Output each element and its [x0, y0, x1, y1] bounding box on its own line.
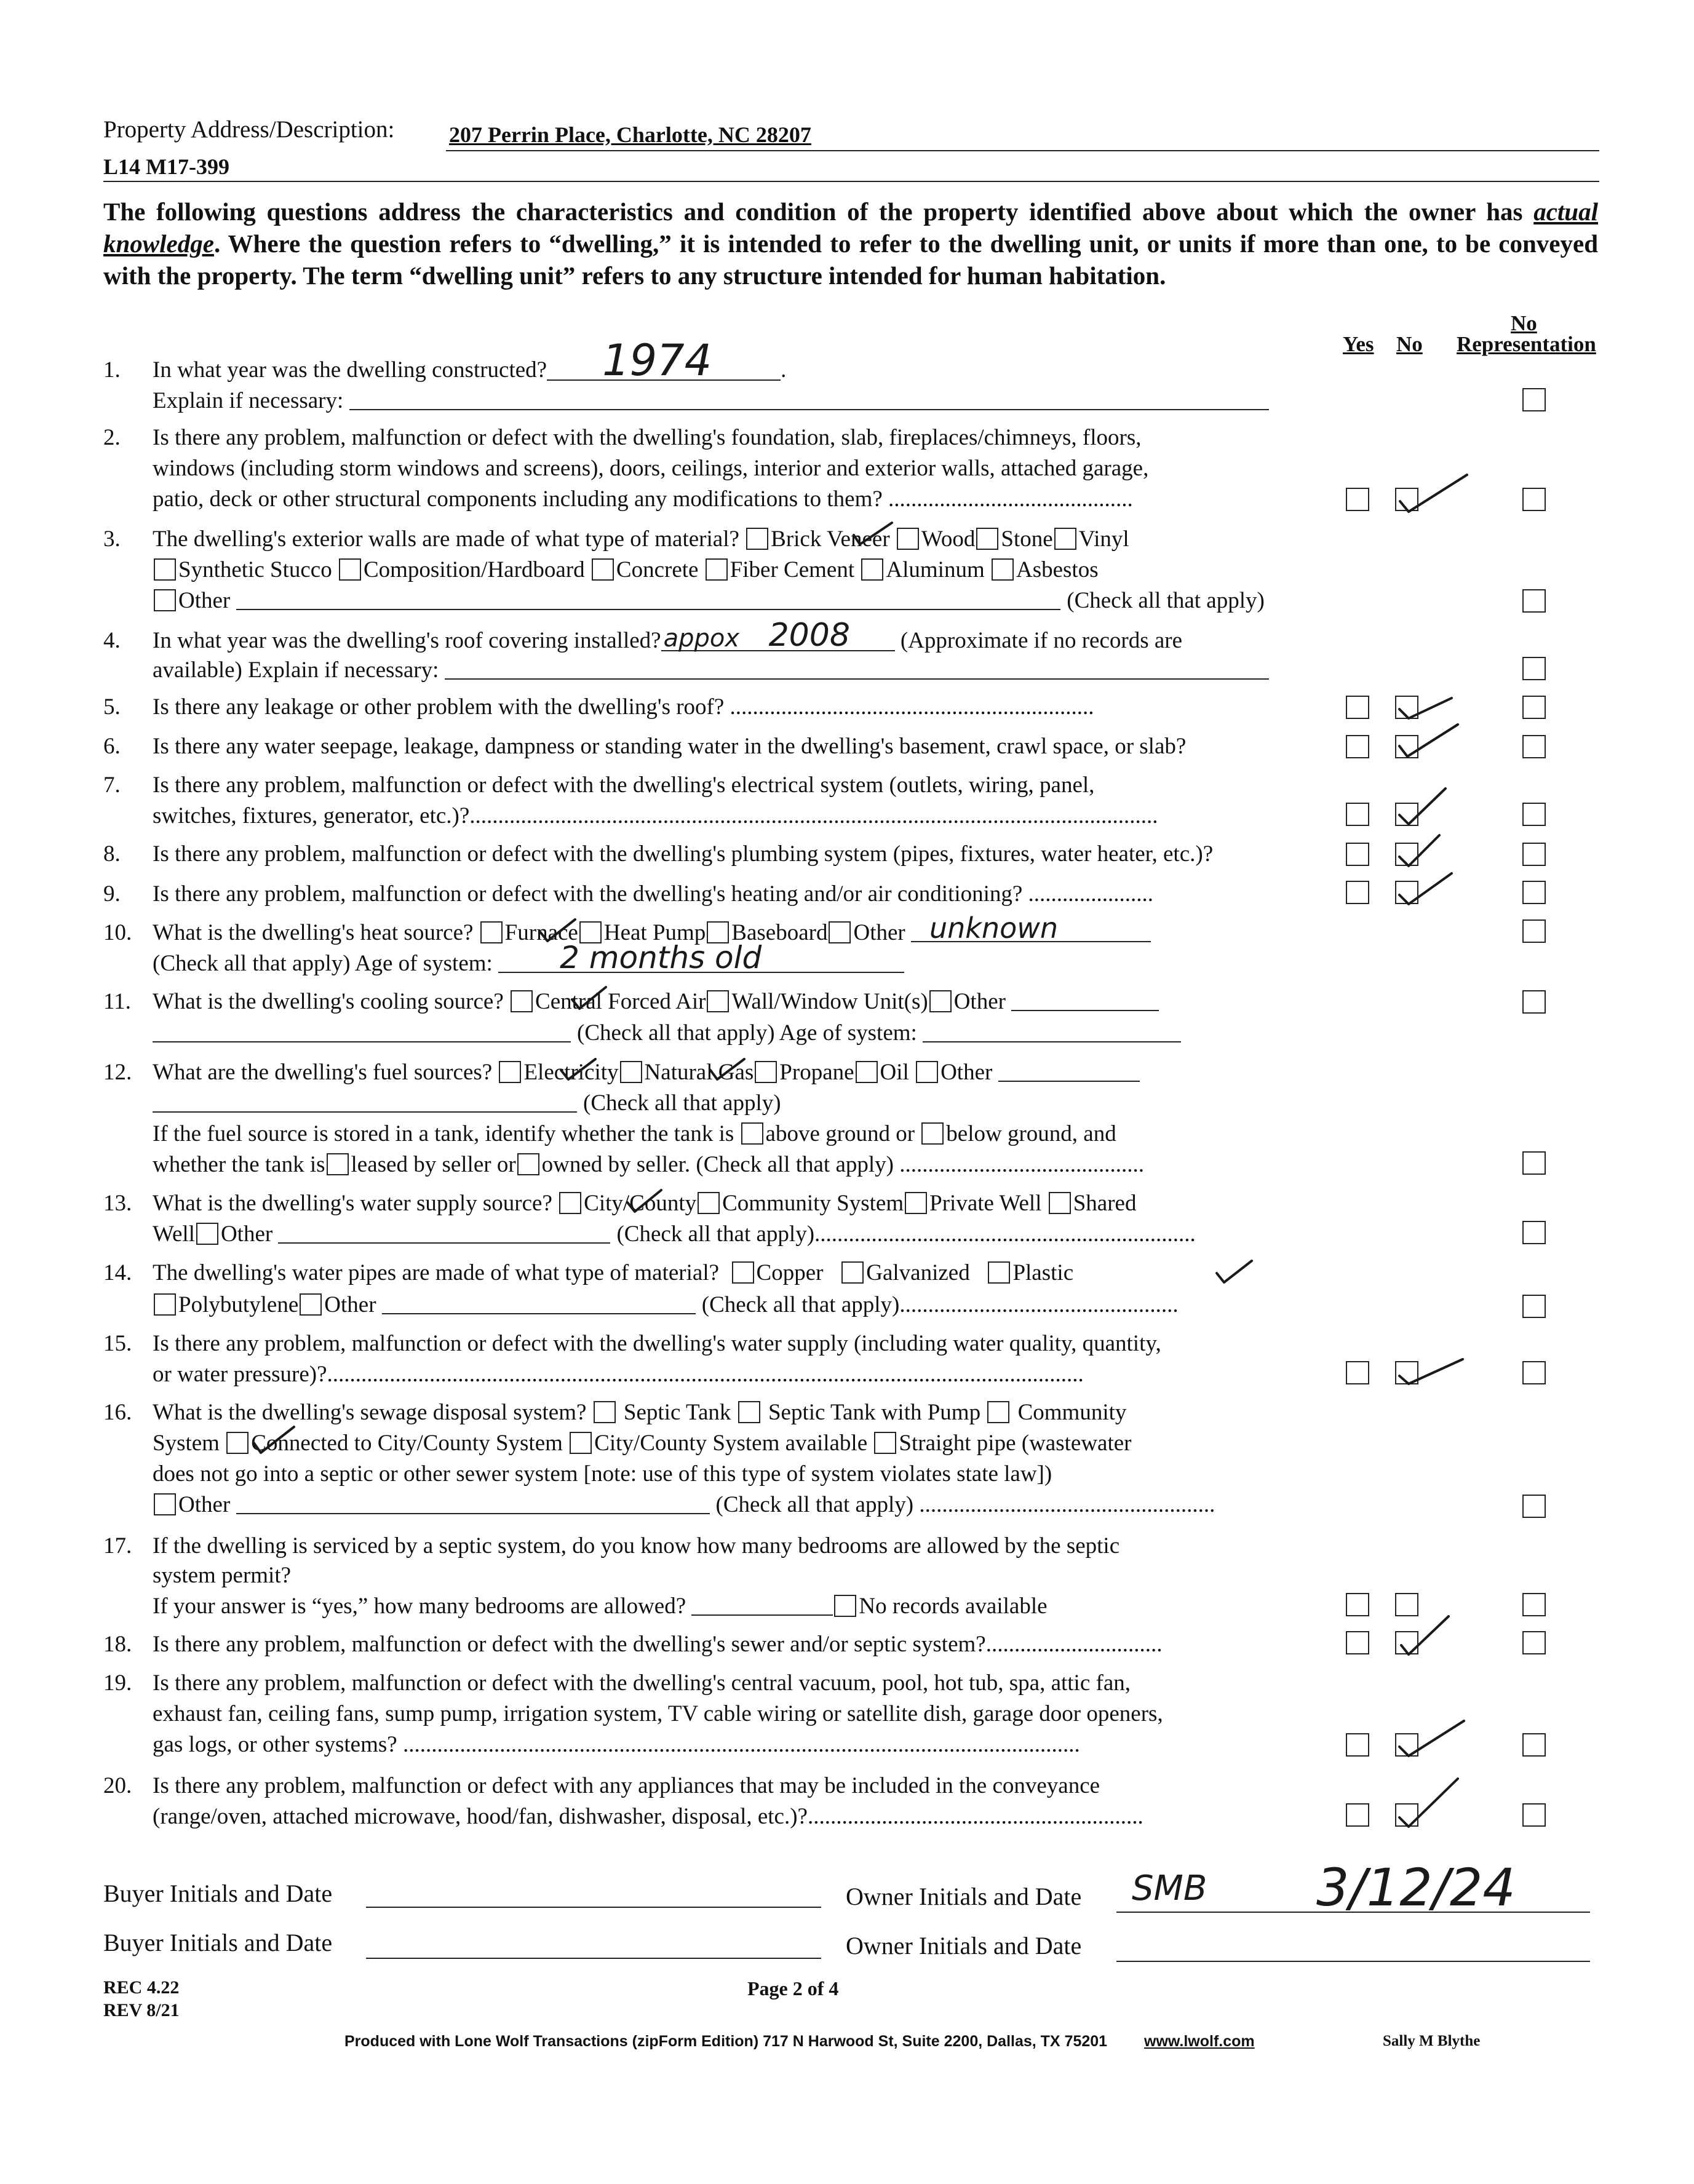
q5-text: Is there any leakage or other problem with the dwelling's roof? ................................................................ — [153, 694, 1094, 720]
q5-number: 5. — [103, 694, 121, 720]
buyer-initials-field-2[interactable] — [366, 1958, 821, 1959]
col-norep-2: Representation — [1457, 332, 1596, 356]
q19-line2: exhaust fan, ceiling fans, sump pump, irrigation system, TV cable wiring or satellite dish, garage door openers, — [153, 1701, 1163, 1726]
q2-line2: windows (including storm windows and screens), doors, ceilings, interior and exterior walls, attached garage, — [153, 456, 1149, 481]
buyer-initials-label-2: Buyer Initials and Date — [103, 1929, 333, 1956]
q1-year-handwritten: 1974 — [602, 335, 712, 386]
address-label: Property Address/Description: — [103, 116, 395, 143]
q10-line1: What is the dwelling's heat source? Furnace Heat Pump Baseboard Other unknown — [153, 919, 1151, 946]
col-no: No — [1396, 332, 1423, 356]
q1-explain: Explain if necessary: — [153, 387, 1269, 414]
q15-number: 15. — [103, 1331, 132, 1356]
q7-no-checkmark — [1399, 788, 1445, 824]
q7-line2: switches, fixtures, generator, etc.)?......................................................................................................................... — [153, 803, 1158, 828]
q17-line1: If the dwelling is serviced by a septic system, do you know how many bedrooms are allowed by the septic — [153, 1533, 1120, 1559]
q11-line2: (Check all that apply) Age of system: — [153, 1020, 1181, 1046]
q16-line3: does not go into a septic or other sewer system [note: use of this type of system violates state law]) — [153, 1461, 1052, 1487]
q6-number: 6. — [103, 734, 121, 759]
footer-page: Page 2 of 4 — [747, 1977, 839, 1999]
footer-produced: Produced with Lone Wolf Transactions (zipForm Edition) 717 N Harwood St, Suite 2200, Dallas, TX 75201 — [344, 2033, 1108, 2050]
q19-line3: gas logs, or other systems? ....................................................................................................................... — [153, 1732, 1080, 1757]
q3-line3: Other (Check all that apply) — [153, 587, 1265, 614]
q8-text: Is there any problem, malfunction or defect with the dwelling's plumbing system (pipes, fixtures, water heater, etc.)? — [153, 841, 1214, 867]
q7-line1: Is there any problem, malfunction or defect with the dwelling's electrical system (outlets, wiring, panel, — [153, 772, 1095, 798]
col-norep-1: No — [1511, 311, 1537, 335]
owner-date-handwritten: 3/12/24 — [1316, 1857, 1516, 1918]
footer-url[interactable]: www.lwolf.com — [1144, 2033, 1255, 2050]
q3-number: 3. — [103, 526, 121, 552]
q5-no-checkmark — [1399, 698, 1452, 718]
q2-line3: patio, deck or other structural components including any modifications to them? ........................................... — [153, 486, 1133, 512]
q9-number: 9. — [103, 881, 121, 907]
q14-line2: Polybutylene Other (Check all that apply)................................................. — [153, 1292, 1179, 1318]
q19-number: 19. — [103, 1670, 132, 1696]
q3-brick-checkmark — [854, 523, 892, 544]
q10-line2: (Check all that apply) Age of system: 2 months old — [153, 950, 904, 977]
owner-initials-handwritten: SMB — [1132, 1868, 1207, 1908]
q1-number: 1. — [103, 357, 121, 383]
q4-line2: available) Explain if necessary: — [153, 657, 1269, 683]
q4-approx-handwritten: appox — [663, 624, 740, 653]
q10-number: 10. — [103, 920, 132, 945]
buyer-initials-field-1[interactable] — [366, 1907, 821, 1908]
owner-initials-field-2[interactable] — [1116, 1961, 1590, 1962]
q2-no-checkmark — [1400, 475, 1467, 512]
q15-line1: Is there any problem, malfunction or defect with the dwelling's water supply (including water quality, quantity, — [153, 1331, 1161, 1356]
owner-initials-label-2: Owner Initials and Date — [846, 1932, 1082, 1960]
q3-line2: Synthetic Stucco Composition/Hardboard Concrete Fiber Cement Aluminum Asbestos — [153, 557, 1099, 583]
address-value[interactable]: 207 Perrin Place, Charlotte, NC 28207 — [449, 122, 811, 147]
q17-number: 17. — [103, 1533, 132, 1559]
q12-line3: If the fuel source is stored in a tank, identify whether the tank is above ground or below ground, and — [153, 1121, 1116, 1146]
q20-line1: Is there any problem, malfunction or defect with any appliances that may be included in the conveyance — [153, 1773, 1100, 1798]
q17-line2: system permit? — [153, 1563, 292, 1588]
q12-electricity-checkmark — [561, 1059, 595, 1079]
lot-value[interactable]: L14 M17-399 — [103, 154, 229, 179]
q16-line2: System Connected to City/County System City/County System available Straight pipe (wastewater — [153, 1431, 1132, 1456]
q15-no-checkmark — [1399, 1359, 1463, 1384]
footer-rev: REV 8/21 — [103, 2000, 180, 2020]
q18-text: Is there any problem, malfunction or defect with the dwelling's sewer and/or septic system?............................... — [153, 1632, 1163, 1657]
buyer-initials-label-1: Buyer Initials and Date — [103, 1880, 333, 1907]
q13-line1: What is the dwelling's water supply source? City/County Community System Private Well Shared — [153, 1191, 1137, 1216]
q4-year-handwritten: 2008 — [768, 617, 850, 654]
q12-line1: What are the dwelling's fuel sources? Electricity Natural Gas Propane Oil Other — [153, 1059, 1140, 1086]
intro-emphasis: actual knowledge — [103, 197, 1598, 258]
col-yes: Yes — [1343, 332, 1374, 356]
q6-no-checkmark — [1399, 725, 1458, 756]
intro-part2: . Where the question refers to “dwelling,” it is intended to refer to the dwelling unit, or units if more than one, to be conveyed with the property. The term “dwelling unit” refers to any structure intended for human habitation. — [103, 229, 1598, 290]
q18-no-checkmark — [1401, 1616, 1449, 1654]
intro-part1: The following questions address the characteristics and condition of the property identified above about which the owner has — [103, 197, 1534, 226]
q10-age-handwritten: 2 months old — [560, 940, 762, 975]
q4-line1: In what year was the dwelling's roof covering installed? appox 2008 (Approximate if no records are — [153, 617, 1183, 654]
footer-rec: REC 4.22 — [103, 1977, 180, 1998]
q16-city-checkmark — [253, 1427, 294, 1453]
q18-number: 18. — [103, 1632, 132, 1657]
q12-line4: whether the tank is leased by seller or owned by seller. (Check all that apply) ........................................... — [153, 1152, 1144, 1177]
q13-number: 13. — [103, 1191, 132, 1216]
q14-number: 14. — [103, 1260, 132, 1285]
q8-number: 8. — [103, 841, 121, 867]
q11-line1: What is the dwelling's cooling source? Central Forced Air Wall/Window Unit(s) Other — [153, 988, 1159, 1015]
q11-central-checkmark — [572, 987, 606, 1009]
q3-line1: The dwelling's exterior walls are made of what type of material? Brick Veneer Wood Stone Vinyl — [153, 526, 1129, 552]
q9-no-checkmark — [1399, 873, 1452, 904]
q14-plastic-checkmark — [1217, 1261, 1252, 1282]
q17-line3: If your answer is “yes,” how many bedrooms are allowed? No records available — [153, 1594, 1048, 1619]
q13-city-checkmark — [627, 1190, 661, 1212]
q11-number: 11. — [103, 989, 131, 1014]
q10-furnace-checkmark — [540, 919, 575, 941]
q1-text: In what year was the dwelling constructed? 1974 . — [153, 335, 787, 386]
q2-line1: Is there any problem, malfunction or defect with the dwelling's foundation, slab, fireplaces/chimneys, floors, — [153, 425, 1142, 450]
q16-line4: Other (Check all that apply) .................................................... — [153, 1491, 1215, 1518]
q12-number: 12. — [103, 1060, 132, 1085]
q14-line1: The dwelling's water pipes are made of what type of material? Copper Galvanized Plastic — [153, 1260, 1074, 1285]
q20-no-checkmark — [1399, 1779, 1458, 1827]
q16-line1: What is the dwelling's sewage disposal system? Septic Tank Septic Tank with Pump Community — [153, 1400, 1127, 1425]
footer-owner-name: Sally M Blythe — [1383, 2033, 1481, 2049]
q19-line1: Is there any problem, malfunction or defect with the dwelling's central vacuum, pool, hot tub, spa, attic fan, — [153, 1670, 1131, 1696]
q12-gas-checkmark — [710, 1059, 744, 1079]
q16-number: 16. — [103, 1400, 132, 1425]
q12-line2: (Check all that apply) — [153, 1090, 781, 1116]
q20-line2: (range/oven, attached microwave, hood/fan, dishwasher, disposal, etc.)?........................................................... — [153, 1804, 1143, 1829]
q9-text: Is there any problem, malfunction or defect with the dwelling's heating and/or air conditioning? ...................... — [153, 881, 1154, 907]
q6-text: Is there any water seepage, leakage, dampness or standing water in the dwelling's basement, crawl space, or slab? — [153, 734, 1187, 759]
q8-no-checkmark — [1399, 835, 1439, 866]
q13-line2: Well Other (Check all that apply)................................................................... — [153, 1221, 1196, 1247]
q2-number: 2. — [103, 425, 121, 450]
q4-number: 4. — [103, 628, 121, 653]
owner-initials-label-1: Owner Initials and Date — [846, 1883, 1082, 1910]
q10-other-handwritten: unknown — [929, 911, 1058, 945]
q15-line2: or water pressure)?..................................................................................................................................... — [153, 1362, 1084, 1387]
q20-number: 20. — [103, 1773, 132, 1798]
q7-number: 7. — [103, 772, 121, 798]
q19-no-checkmark — [1399, 1721, 1464, 1756]
